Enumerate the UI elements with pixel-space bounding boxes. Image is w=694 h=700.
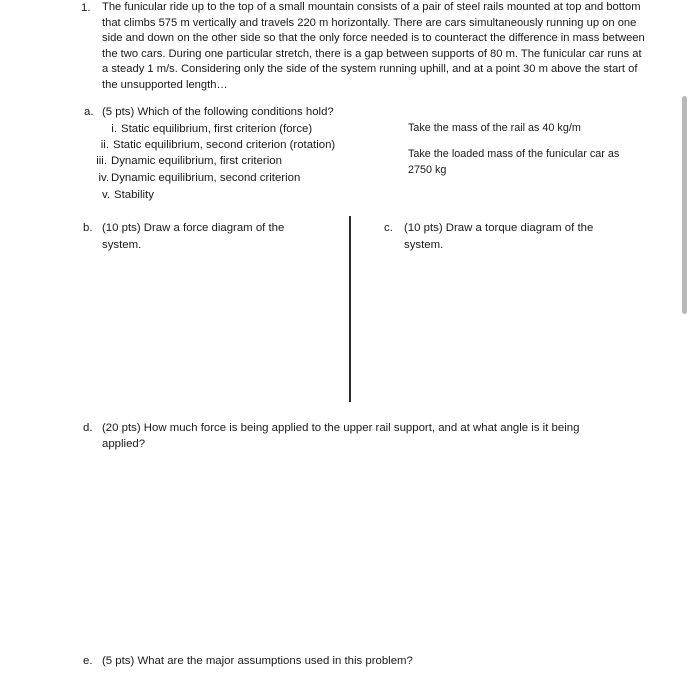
part-a-prompt: (5 pts) Which of the following conditions hold? [102, 106, 334, 118]
option-text: Static equilibrium, second criterion (rotation) [113, 139, 336, 151]
part-c-line2: system. [404, 239, 444, 251]
option-numeral: v. [101, 189, 110, 201]
vertical-scrollbar[interactable] [682, 96, 687, 314]
part-a-label: a. [84, 106, 94, 118]
car-mass-note-line2: 2750 kg [408, 164, 447, 176]
column-divider [349, 216, 351, 402]
option-text: Stability [114, 189, 154, 201]
option-numeral: i. [111, 123, 117, 135]
part-b-label: b. [83, 222, 93, 234]
option-numeral: iii. [96, 155, 107, 167]
part-b-line2: system. [102, 239, 142, 251]
part-d-line2: applied? [102, 438, 146, 450]
option-text: Dynamic equilibrium, second criterion [111, 172, 301, 184]
part-b-line1: (10 pts) Draw a force diagram of the [102, 222, 285, 234]
part-d-label: d. [83, 422, 93, 434]
part-c-label: c. [384, 222, 393, 234]
part-d-line1: (20 pts) How much force is being applied to the upper rail support, and at what angle is it being [102, 422, 580, 434]
part-c-line1: (10 pts) Draw a torque diagram of the [404, 222, 594, 234]
option-numeral: ii. [100, 139, 109, 151]
rail-mass-note: Take the mass of the rail as 40 kg/m [408, 122, 581, 134]
option-numeral: iv. [98, 172, 109, 184]
option-text: Static equilibrium, first criterion (force) [121, 123, 313, 135]
question-text: The funicular ride up to the top of a small mountain consists of a pair of steel rails mounted at top and bottom that climbs 575 m vertically and travels 220 m horizontally. There are cars simultaneously running up on one side and down on the other side so that the only force needed is to counteract the difference in mass between the two cars. During one particular stretch, there is a gap between supports of 80 m. The funicular car runs at a steady 1 m/s. Considering only the side of the system running uphill, and at a point 30 m above the start of the unsupported length… [102, 1, 645, 91]
part-e-label: e. [83, 655, 93, 667]
question-number: 1. [81, 2, 91, 14]
option-text: Dynamic equilibrium, first criterion [111, 155, 282, 167]
part-e-text: (5 pts) What are the major assumptions used in this problem? [102, 655, 413, 667]
car-mass-note-line1: Take the loaded mass of the funicular car as [408, 148, 620, 160]
